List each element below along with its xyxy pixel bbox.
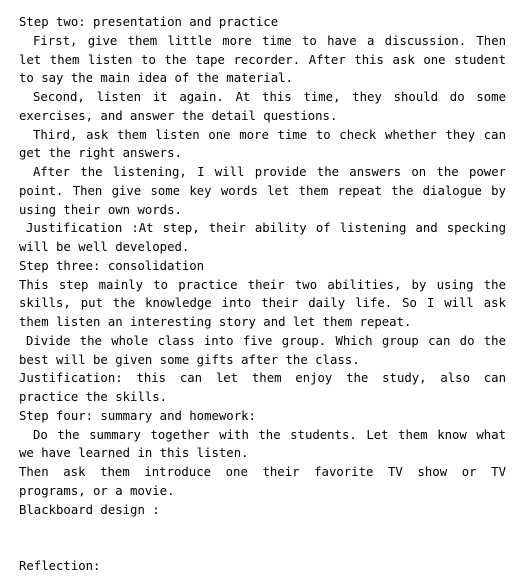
step-four-heading: Step four: summary and homework:: [19, 408, 256, 423]
reflection-heading: Reflection:: [19, 558, 101, 573]
step-three-paragraph-1: This step mainly to practice their two abilities, by using the skills, put the knowledge into their daily life. So I will ask them listen an interesting story and let them repeat.: [19, 277, 506, 329]
step-two-paragraph-4: After the listening, I will provide the answers on the power point. Then give some key words let them repeat the dialogue by using their own words.: [19, 165, 506, 217]
step-three-heading: Step three: consolidation: [19, 258, 205, 273]
step-four-paragraph-1: Do the summary together with the students. Let them know what we have learned in this listen.: [19, 427, 506, 461]
step-two-justification: Justification :At step, their ability of listening and specking will be well developed.: [19, 221, 506, 254]
step-two-paragraph-2: Second, listen it again. At this time, they should do some exercises, and answer the detail questions.: [19, 90, 506, 123]
document-body: [19, 13, 506, 576]
step-four-paragraph-2: Then ask them introduce one their favorite TV show or TV programs, or a movie.: [19, 465, 506, 498]
step-two-paragraph-3: Third, ask them listen one more time to check whether they can get the right answers.: [19, 127, 506, 161]
step-three-paragraph-2: Divide the whole class into five group. Which group can do the best will be given some gifts after the class.: [19, 333, 506, 367]
step-three-justification: Justification: this can let them enjoy the study, also can practice the skills.: [19, 371, 506, 404]
blackboard-design-heading: Blackboard design :: [19, 502, 160, 517]
blank-space: [19, 519, 506, 557]
step-two-heading: Step two: presentation and practice: [19, 15, 279, 29]
step-two-paragraph-1: First, give them little more time to have a discussion. Then let them listen to the tape recorder. After this ask one student to say the main idea of the material.: [19, 33, 506, 86]
